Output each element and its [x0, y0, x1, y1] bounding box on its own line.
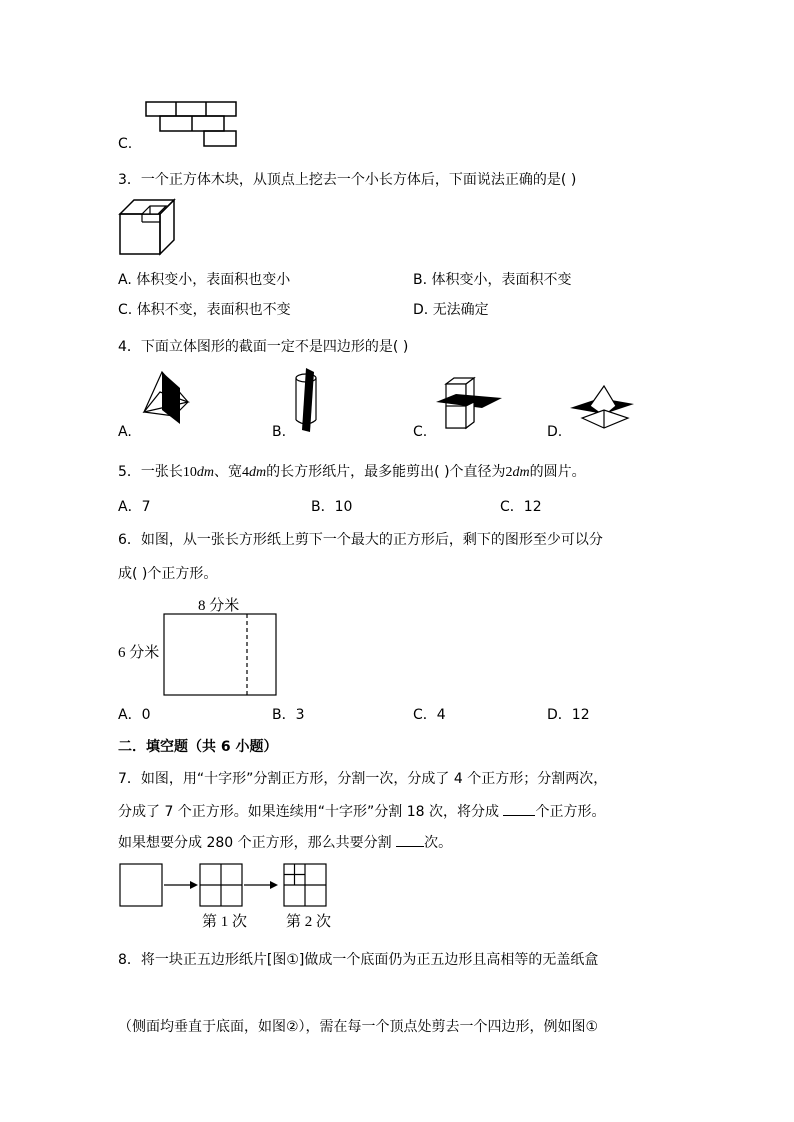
- q6-option-b: B．3: [272, 707, 305, 723]
- q7-answer-blank-2[interactable]: [396, 832, 424, 847]
- q7-cross-division-figure: [118, 862, 338, 912]
- q2-option-c-label: C.: [118, 136, 133, 152]
- q6-option-d: D．12: [547, 707, 590, 723]
- q5-option-c: C．12: [500, 499, 542, 515]
- q6-fig-left-label: 6 分米: [118, 645, 160, 661]
- q7-answer-blank-1[interactable]: [503, 801, 535, 816]
- q3-option-d: D. 无法确定: [413, 302, 489, 318]
- q3-option-a: A. 体积变小，表面积也变小: [118, 272, 291, 288]
- q8-stem-line1: 8．将一块正五边形纸片[图①]做成一个底面仍为正五边形且高相等的无盖纸盒: [118, 952, 599, 968]
- q7-stem-line2: 分成了 7 个正方形。如果连续用“十字形”分割 18 次，将分成 个正方形。: [118, 801, 605, 822]
- q4-option-b-label: B.: [272, 424, 287, 440]
- q7-stem-line1: 7．如图，用“十字形”分割正方形，分割一次，分成了 4 个正方形；分割两次，: [118, 771, 608, 787]
- q4-option-a-label: A.: [118, 424, 132, 440]
- q3-cube-figure: [118, 198, 178, 258]
- q6-option-a: A．0: [118, 707, 151, 723]
- q5-option-a: A．7: [118, 499, 151, 515]
- q6-fig-top-label: 8 分米: [198, 598, 240, 614]
- q7-stem-line3: 如果想要分成 280 个正方形，那么共要分割 次。: [118, 832, 452, 853]
- q6-option-c: C．4: [413, 707, 446, 723]
- q4-option-c-label: C.: [413, 424, 428, 440]
- q4-pyramid-figure: [568, 384, 638, 434]
- q4-option-d-label: D.: [547, 424, 563, 440]
- q4-cuboid-figure: [436, 376, 506, 436]
- q8-stem-line2: （侧面均垂直于底面，如图②），需在每一个顶点处剪去一个四边形，例如图①: [118, 1019, 599, 1035]
- q3-option-c: C. 体积不变，表面积也不变: [118, 302, 291, 318]
- q6-stem-line2: 成( )个正方形。: [118, 566, 218, 582]
- q5-option-b: B．10: [311, 499, 353, 515]
- section-heading: 二．填空题（共 6 小题）: [118, 739, 278, 755]
- q4-cylinder-figure: [290, 368, 330, 438]
- q4-stem: 4．下面立体图形的截面一定不是四边形的是( ): [118, 339, 409, 355]
- q3-option-b: B. 体积变小，表面积不变: [413, 272, 572, 288]
- q4-cone-figure: [140, 370, 200, 430]
- q7-caption-1: 第 1 次: [202, 914, 248, 930]
- q3-stem: 3．一个正方体木块，从顶点上挖去一个小长方体后，下面说法正确的是( ): [118, 172, 577, 188]
- q5-stem: 5．一张长10dm、宽4dm的长方形纸片，最多能剪出( )个直径为2dm的圆片。: [118, 464, 586, 480]
- q6-rectangle-figure: [163, 613, 283, 703]
- q6-stem-line1: 6．如图，从一张长方形纸上剪下一个最大的正方形后，剩下的图形至少可以分: [118, 532, 603, 548]
- q7-caption-2: 第 2 次: [286, 914, 332, 930]
- q2-brick-figure: [140, 100, 240, 150]
